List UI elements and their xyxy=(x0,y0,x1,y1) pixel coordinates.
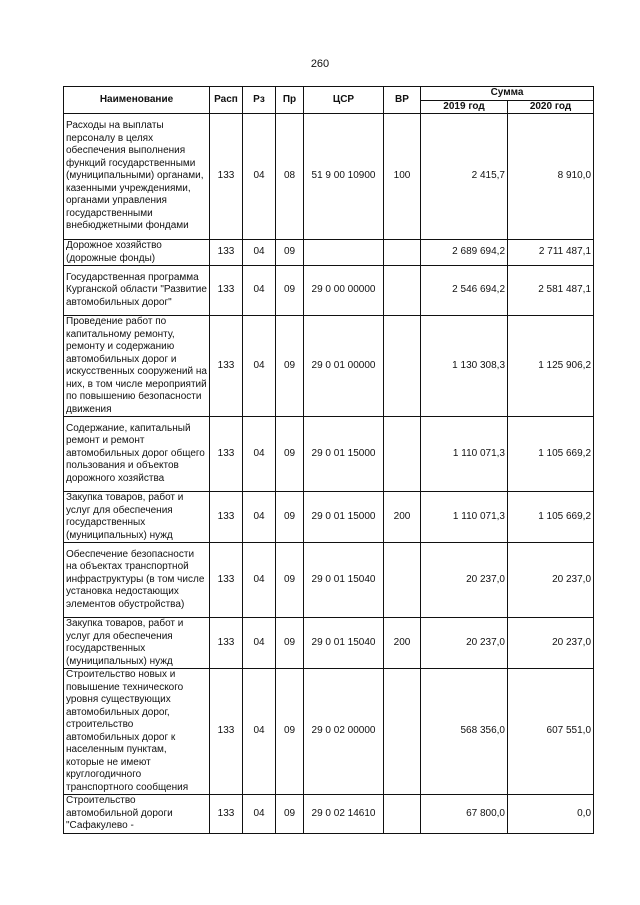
table-row xyxy=(64,795,594,834)
table-row xyxy=(64,417,594,492)
row-pr: 09 xyxy=(276,669,304,795)
row-csr xyxy=(304,240,384,266)
row-sum-2019: 1 130 308,3 xyxy=(421,316,508,417)
page-number: 260 xyxy=(310,58,330,70)
row-csr: 29 0 01 15040 xyxy=(304,618,384,669)
row-csr: 29 0 02 00000 xyxy=(304,669,384,795)
row-rz: 04 xyxy=(243,669,276,795)
row-sum-2020: 20 237,0 xyxy=(508,543,594,618)
row-sum-2020: 2 581 487,1 xyxy=(508,266,594,316)
row-sum-2019: 2 415,7 xyxy=(421,114,508,240)
row-name: Строительство автомобильной дороги "Сафакулево - xyxy=(64,795,210,834)
row-sum-2020: 1 105 669,2 xyxy=(508,492,594,543)
table-row xyxy=(64,543,594,618)
row-rasp: 133 xyxy=(210,316,243,417)
row-vr xyxy=(384,240,421,266)
row-sum-2019: 20 237,0 xyxy=(421,543,508,618)
row-csr: 29 0 02 14610 xyxy=(304,795,384,834)
row-sum-2019: 67 800,0 xyxy=(421,795,508,834)
row-vr: 200 xyxy=(384,492,421,543)
row-csr: 29 0 00 00000 xyxy=(304,266,384,316)
row-csr: 29 0 01 15000 xyxy=(304,417,384,492)
row-sum-2020: 1 125 906,2 xyxy=(508,316,594,417)
row-pr: 09 xyxy=(276,240,304,266)
table-row xyxy=(64,618,594,669)
table-row xyxy=(64,114,594,240)
row-csr: 51 9 00 10900 xyxy=(304,114,384,240)
table-row xyxy=(64,240,594,266)
row-sum-2019: 2 546 694,2 xyxy=(421,266,508,316)
row-rasp: 133 xyxy=(210,492,243,543)
row-rasp: 133 xyxy=(210,669,243,795)
row-vr: 100 xyxy=(384,114,421,240)
row-rz: 04 xyxy=(243,417,276,492)
row-pr: 09 xyxy=(276,492,304,543)
row-sum-2020: 0,0 xyxy=(508,795,594,834)
header-csr: ЦСР xyxy=(304,87,384,114)
row-name: Закупка товаров, работ и услуг для обеспечения государственных (муниципальных) нужд xyxy=(64,492,210,543)
row-sum-2019: 20 237,0 xyxy=(421,618,508,669)
header-pr: Пр xyxy=(276,87,304,114)
header-year-2020: 2020 год xyxy=(508,100,594,114)
row-rz: 04 xyxy=(243,240,276,266)
table-body xyxy=(64,114,594,834)
row-rasp: 133 xyxy=(210,240,243,266)
row-csr: 29 0 01 15000 xyxy=(304,492,384,543)
row-name: Государственная программа Курганской области "Развитие автомобильных дорог" xyxy=(64,266,210,316)
row-name: Обеспечение безопасности на объектах транспортной инфраструктуры (в том числе установка недостающих элементов обустройства) xyxy=(64,543,210,618)
header-rasp: Расп xyxy=(210,87,243,114)
header-rz: Рз xyxy=(243,87,276,114)
row-name: Расходы на выплаты персоналу в целях обеспечения выполнения функций государственными (муниципальными) органами, казенными учреждениями, органами управления государственными внебюджетными фондами xyxy=(64,114,210,240)
row-csr: 29 0 01 00000 xyxy=(304,316,384,417)
table-row xyxy=(64,316,594,417)
row-vr xyxy=(384,417,421,492)
row-name: Дорожное хозяйство (дорожные фонды) xyxy=(64,240,210,266)
row-rz: 04 xyxy=(243,492,276,543)
row-vr xyxy=(384,266,421,316)
row-rz: 04 xyxy=(243,316,276,417)
row-rz: 04 xyxy=(243,618,276,669)
row-vr xyxy=(384,543,421,618)
row-vr xyxy=(384,316,421,417)
row-rz: 04 xyxy=(243,795,276,834)
row-vr xyxy=(384,669,421,795)
row-sum-2019: 1 110 071,3 xyxy=(421,417,508,492)
header-vr: ВР xyxy=(384,87,421,114)
row-rasp: 133 xyxy=(210,266,243,316)
header-sum: Сумма xyxy=(421,87,594,101)
row-rz: 04 xyxy=(243,114,276,240)
row-sum-2020: 1 105 669,2 xyxy=(508,417,594,492)
row-sum-2020: 607 551,0 xyxy=(508,669,594,795)
row-pr: 09 xyxy=(276,417,304,492)
row-pr: 09 xyxy=(276,795,304,834)
row-pr: 08 xyxy=(276,114,304,240)
header-year-2019: 2019 год xyxy=(421,100,508,114)
row-sum-2020: 8 910,0 xyxy=(508,114,594,240)
row-rasp: 133 xyxy=(210,417,243,492)
row-rz: 04 xyxy=(243,543,276,618)
row-rasp: 133 xyxy=(210,618,243,669)
table-row xyxy=(64,266,594,316)
row-vr xyxy=(384,795,421,834)
row-sum-2019: 2 689 694,2 xyxy=(421,240,508,266)
row-rasp: 133 xyxy=(210,543,243,618)
row-sum-2019: 1 110 071,3 xyxy=(421,492,508,543)
row-name: Проведение работ по капитальному ремонту, ремонту и содержанию автомобильных дорог и искусственных сооружений на них, в том числе мероприятий по повышению безопасности движения xyxy=(64,316,210,417)
row-name: Строительство новых и повышение технического уровня существующих автомобильных дорог, строительство автомобильных дорог к населенным пунктам, которые не имеют круглогодичного транспортного сообщения xyxy=(64,669,210,795)
row-rasp: 133 xyxy=(210,114,243,240)
row-pr: 09 xyxy=(276,316,304,417)
table-row xyxy=(64,492,594,543)
budget-table xyxy=(63,86,594,834)
row-sum-2019: 568 356,0 xyxy=(421,669,508,795)
row-vr: 200 xyxy=(384,618,421,669)
row-sum-2020: 2 711 487,1 xyxy=(508,240,594,266)
row-sum-2020: 20 237,0 xyxy=(508,618,594,669)
row-pr: 09 xyxy=(276,266,304,316)
table-row xyxy=(64,669,594,795)
row-pr: 09 xyxy=(276,543,304,618)
row-rz: 04 xyxy=(243,266,276,316)
row-pr: 09 xyxy=(276,618,304,669)
row-csr: 29 0 01 15040 xyxy=(304,543,384,618)
header-name: Наименование xyxy=(64,87,210,114)
row-name: Содержание, капитальный ремонт и ремонт автомобильных дорог общего пользования и объектов дорожного хозяйства xyxy=(64,417,210,492)
row-rasp: 133 xyxy=(210,795,243,834)
row-name: Закупка товаров, работ и услуг для обеспечения государственных (муниципальных) нужд xyxy=(64,618,210,669)
